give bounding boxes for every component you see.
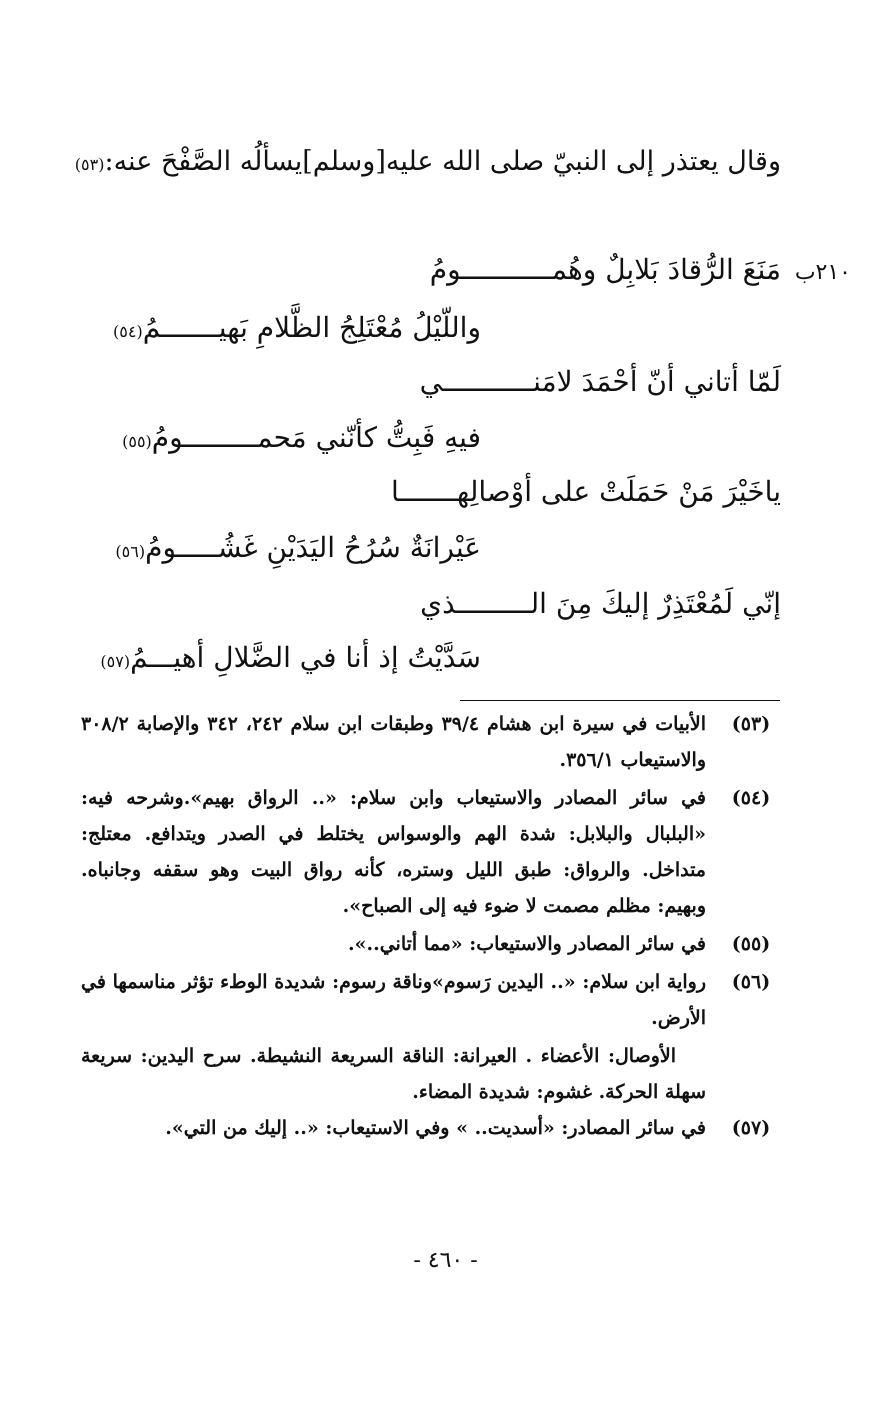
footnote-number: (٥٥) [731, 933, 771, 955]
footnote-number: (٥٦) [731, 971, 771, 993]
verse-3-first-hemistich: ياخَيْرَ مَنْ حَمَلَتْ على أوْصالِهـــــــا [390, 475, 781, 508]
verse-3-second-text: عَيْرانَةٌ سُرُحُ اليَدَيْنِ غَشُـــــومُ [145, 531, 481, 564]
footnote-number: (٥٧) [731, 1117, 771, 1139]
intro-text: وقال يعتذر إلى النبيّ صلى الله عليه[وسلم]يسألُه الصَّفْحَ عنه: [104, 146, 781, 177]
footnote-56-continuation: الأوصال: الأعضاء . العيرانة: الناقة السريعة النشيطة. سرح اليدين: سريعة سهلة الحركة. غشوم: شديدة المضاء. [81, 1045, 706, 1103]
footnote-text: الأبيات في سيرة ابن هشام ٣٩/٤ وطبقات ابن سلام ٢٤٢، ٣٤٢ والإصابة ٣٠٨/٢ والاستيعاب ٣٥٦/١. [81, 713, 707, 771]
footnote-54 [81, 780, 781, 924]
footnote-ref-56[interactable]: (٥٦) [115, 542, 146, 561]
footnote-text: في سائر المصادر والاستيعاب وابن سلام: «.. الرواق بهيم».وشرحه فيه: «البلبال والبلابل: شدة الهم والوسواس يختلط في الصدر ويتدافع. معتلج: متداخل. والرواق: طبق الليل وستره، كأنه رواق البيت وهو سقفه وجانباه. وبهيم: مظلم مصمت لا ضوء فيه إلى الصباح». [81, 787, 706, 917]
footnote-ref-55[interactable]: (٥٥) [122, 432, 152, 451]
verse-2-second-text: فيهِ فَبِتُّ كأنّني مَحمـــــــــومُ [151, 421, 481, 454]
footnote-57 [81, 1110, 781, 1146]
page-number: - ٤٦٠ - [413, 1248, 478, 1273]
footnote-text: في سائر المصادر والاستيعاب: «مما أتاني..». [348, 933, 706, 955]
footnote-ref-57[interactable]: (٥٧) [100, 652, 131, 671]
verse-3-second-hemistich [115, 522, 481, 578]
footnote-number: (٥٤) [731, 787, 771, 809]
footnote-56 [81, 964, 781, 1036]
footnote-text: في سائر المصادر: «أسديت.. » وفي الاستيعاب: «.. إليك من التي». [165, 1117, 706, 1139]
verse-4-first-hemistich: إنّي لَمُعْتَذِرٌ إليكَ مِنَ الـــــــــذي [420, 587, 781, 620]
poem-intro [74, 140, 781, 187]
verse-1-second-text: واللّيْلُ مُعْتَلِجُ الظَّلامِ بَهيـــــــمُ [142, 311, 481, 344]
footnote-55 [81, 926, 781, 962]
verse-2-second-hemistich [122, 412, 481, 468]
footnote-separator [460, 700, 780, 701]
verse-1-first-hemistich: مَنَعَ الرُّقادَ بَلابِلٌ وهُمـــــــــــومُ [429, 253, 781, 286]
footnote-53 [81, 706, 781, 778]
poem-number: ٢١٠ب [794, 260, 851, 285]
verse-2-first-hemistich: لَمّا أتاني أنّ أحْمَدَ لامَنـــــــــــي [419, 365, 781, 398]
footnote-ref-53[interactable]: (٥٣) [74, 155, 105, 174]
verse-4-second-text: سَدَّيْتُ إذ أنا في الضَّلالِ أهيـــمُ [130, 641, 481, 674]
footnote-ref-54[interactable]: (٥٤) [113, 322, 143, 341]
footnote-text: رواية ابن سلام: «.. اليدين رَسوم»وناقة رسوم: شديدة الوطء تؤثر مناسمها في الأرض. [81, 971, 706, 1029]
verse-1-second-hemistich [113, 302, 481, 358]
verse-4-second-hemistich [100, 632, 481, 688]
footnotes [81, 706, 781, 1148]
footnote-number: (٥٣) [731, 713, 771, 735]
